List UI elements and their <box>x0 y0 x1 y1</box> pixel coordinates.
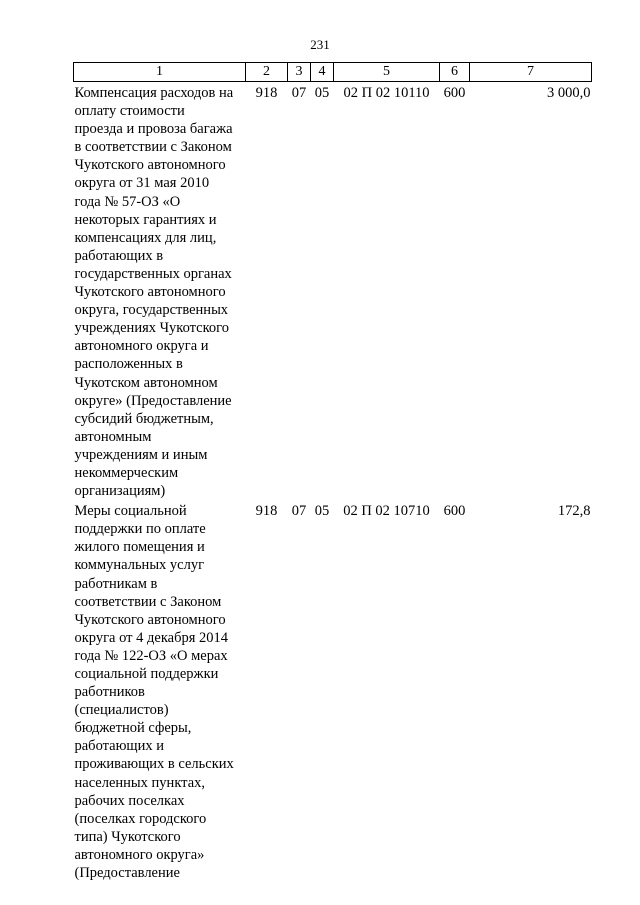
description-line: года № 57-ОЗ «О <box>74 193 181 210</box>
description-line: населенных пунктах, <box>74 774 205 791</box>
row-pr: 05 <box>314 503 330 520</box>
description-line: округа, государственных <box>74 302 229 319</box>
description-line: субсидий бюджетным, <box>74 410 214 427</box>
description-line: работникам в <box>74 575 158 592</box>
description-line: работающих в <box>74 247 164 264</box>
description-line: работников <box>74 684 145 701</box>
header-col-7: 7 <box>470 63 592 82</box>
description-line: (Предоставление <box>74 865 180 882</box>
description-line: учреждениях Чукотского <box>74 320 230 337</box>
description-line: учреждениям и иным <box>74 446 208 463</box>
description-line: (специалистов) <box>74 702 169 719</box>
budget-table <box>73 62 592 882</box>
description-line: некоммерческим <box>74 464 179 481</box>
description-line: бюджетной сферы, <box>74 720 192 737</box>
row-grbs: 918 <box>255 85 278 101</box>
description-line: рабочих поселках <box>74 792 185 809</box>
description-line: автономным <box>74 428 152 445</box>
description-line: года № 122-ОЗ «О мерах <box>74 647 228 664</box>
row-csr: 02 П 02 10710 <box>343 503 430 520</box>
description-line: социальной поддержки <box>74 666 219 682</box>
description-line: Компенсация расходов на <box>74 85 234 101</box>
description-line: округа от 31 мая 2010 <box>74 175 210 192</box>
row-vr: 600 <box>443 503 466 520</box>
header-col-2: 2 <box>246 63 288 82</box>
row-description <box>74 82 246 501</box>
description-line: округе» (Предоставление <box>74 392 232 409</box>
description-line: оплату стоимости <box>74 103 185 120</box>
description-line: округа от 4 декабря 2014 <box>74 629 229 646</box>
description-line: организациям) <box>74 483 166 500</box>
description-line: проезда и провоза багажа <box>74 121 233 138</box>
row-csr: 02 П 02 10110 <box>343 85 430 101</box>
page-number: 231 <box>310 37 330 52</box>
table-row <box>74 500 592 882</box>
description-line: Чукотского автономного <box>74 611 226 628</box>
description-line: поддержки по оплате <box>74 521 206 538</box>
description-line: автономного округа и <box>74 338 209 355</box>
header-col-6: 6 <box>440 63 470 82</box>
description-line: некоторых гарантиях и <box>74 211 217 228</box>
row-description <box>74 500 246 882</box>
description-line: компенсациях для лиц, <box>74 229 217 246</box>
description-line: государственных органах <box>74 265 232 282</box>
description-line: типа) Чукотского <box>74 828 181 845</box>
description-line: Чукотского автономного <box>74 284 226 301</box>
description-line: в соответствии с Законом <box>74 139 232 156</box>
description-line: работающих и <box>74 738 164 755</box>
row-grbs: 918 <box>255 503 278 520</box>
row-vr: 600 <box>443 85 466 101</box>
table-row <box>74 82 592 501</box>
row-rz: 07 <box>291 503 307 520</box>
description-line: жилого помещения и <box>74 539 205 556</box>
row-pr: 05 <box>314 85 330 101</box>
description-line: Чукотского автономного <box>74 157 226 174</box>
description-line: автономного округа» <box>74 846 205 863</box>
description-line: Чукотском автономном <box>74 374 218 391</box>
header-row <box>74 63 592 82</box>
description-line: (поселках городского <box>74 810 207 827</box>
header-col-3: 3 <box>288 63 311 82</box>
header-col-1: 1 <box>74 63 246 82</box>
row-amount: 3 000,0 <box>547 85 591 101</box>
header-col-4: 4 <box>311 63 334 82</box>
description-line: соответствии с Законом <box>74 593 222 610</box>
description-line: Меры социальной <box>74 503 187 520</box>
description-line: расположенных в <box>74 356 183 373</box>
header-col-5: 5 <box>334 63 440 82</box>
description-line: проживающих в сельских <box>74 756 234 773</box>
description-line: коммунальных услуг <box>74 557 205 574</box>
row-rz: 07 <box>291 85 307 101</box>
table-header <box>74 63 592 82</box>
row-amount: 172,8 <box>557 503 591 520</box>
